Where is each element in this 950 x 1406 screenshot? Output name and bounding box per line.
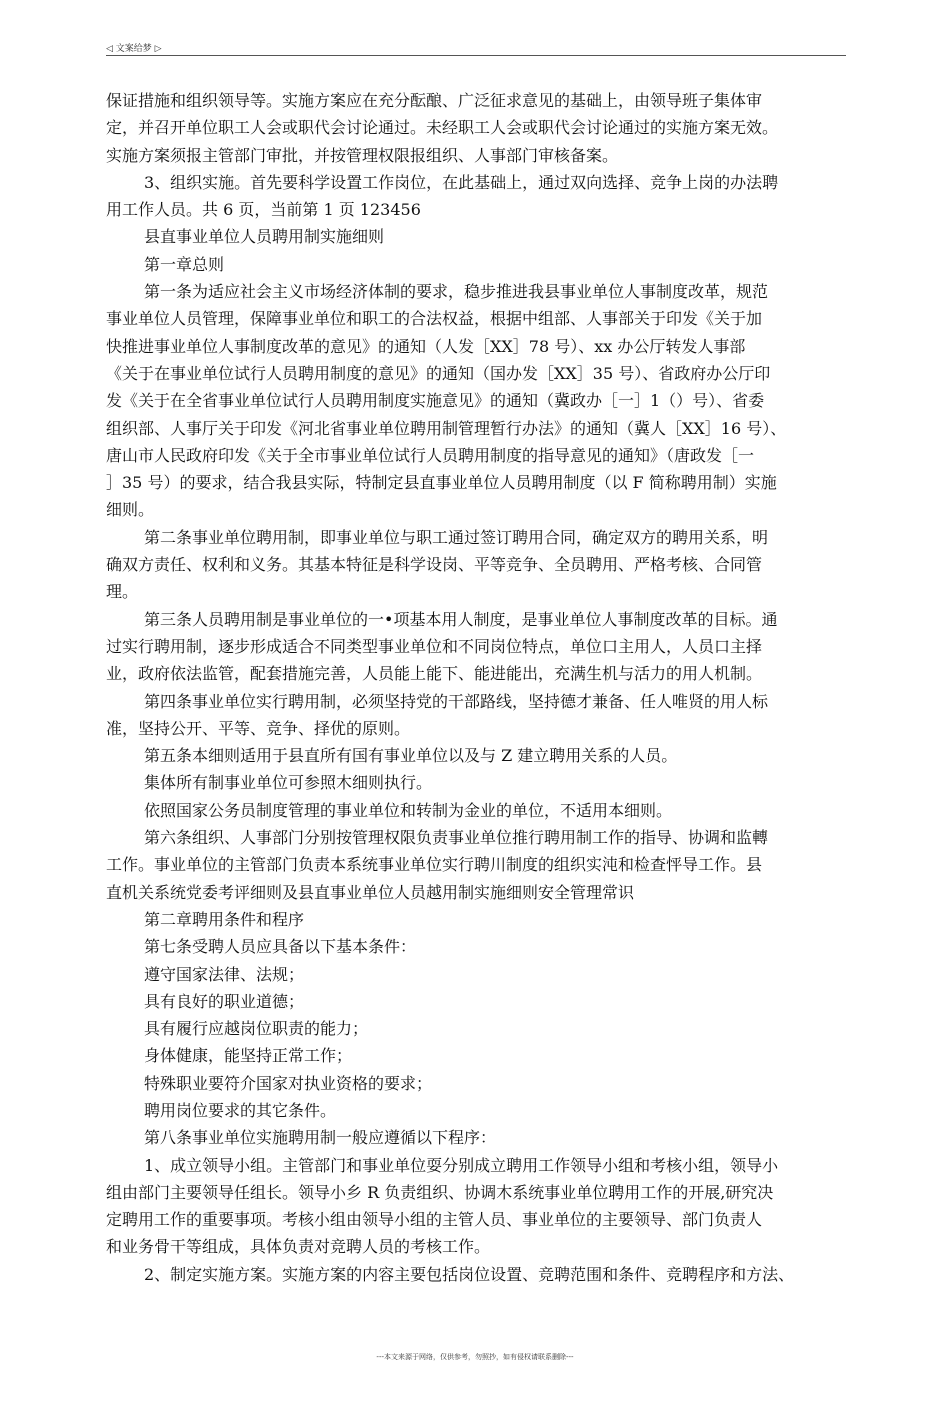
text-line: 第二条事业单位聘用制，即事业单位与职工通过签订聘用合同，确定双方的聘用关系，明: [144, 527, 769, 547]
text-line: 实施方案须报主管部门审批，并按管理权限报组织、人事部门审核备案。: [106, 145, 619, 165]
text-line: 定，并召开单位职工人会或职代会讨论通过。未经职工人会或职代会讨论通过的实施方案无效。: [106, 118, 779, 138]
text-line: 1、成立领导小组。主管部门和事业单位耍分别成立聘用工作领导小组和考核小组，领导小: [144, 1155, 779, 1175]
text-line: 定聘用工作的重要事项。考核小组由领导小组的主管人员、事业单位的主要领导、部门负责人: [106, 1210, 763, 1230]
text-line: 组织部、人事厅关于印发《河北省事业单位聘用制管理暂行办法》的通知（冀人［XX］16 号）、: [106, 418, 787, 438]
list-item: 聘用岗位要求的其它条件。: [144, 1100, 337, 1120]
text-line: ］35 号）的要求，结合我县实际，特制定县直事业单位人员聘用制度（以 F 简称聘用制）实施: [106, 473, 777, 493]
text-line: 保证措施和组织领导等。实施方案应在充分酝酿、广泛征求意见的基础上，由领导班子集体审: [106, 91, 763, 110]
text-line: 集体所有制事业单位可参照木细则执行。: [144, 773, 433, 793]
text-line: 2、制定实施方案。实施方案的内容主要包括岗位设置、竞聘范围和条件、竞聘程序和方法、: [144, 1264, 795, 1284]
text-line: 组由部门主要领导任组长。领导小乡 R 负责组织、协调木系统事业单位聘用工作的开展,研究决: [106, 1182, 774, 1202]
document-body: [106, 87, 854, 1288]
chapter-heading: 第二章聘用条件和程序: [144, 909, 305, 929]
text-line: 第一条为适应社会主义市场经济体制的要求，稳步推进我县事业单位人事制度改革，规范: [144, 282, 769, 302]
text-line: 第八条事业单位实施聘用制一般应遵循以下程序：: [144, 1128, 497, 1148]
text-line: 《关于在事业单位试行人员聘用制度的意见》的通知（国办发［XX］35 号）、省政府办公厅印: [106, 363, 771, 383]
text-line: 事业单位人员管理，保障事业单位和职工的合法权益，根据中组部、人事部关于印发《关于加: [106, 309, 763, 329]
text-line: 准，坚持公开、平等、竞争、择优的原则。: [106, 718, 411, 738]
section-title: 县直事业单位人员聘用制实施细则: [144, 227, 385, 247]
list-item: 遵守国家法律、法规；: [144, 964, 305, 984]
text-line: 第四条事业单位实行聘用制，必须坚持党的干部路线，坚持德才兼备、任人唯贤的用人标: [144, 691, 769, 711]
header-divider: [106, 55, 846, 56]
text-line: 依照国家公务员制度管理的事业单位和转制为金业的单位，不适用本细则。: [144, 800, 673, 820]
list-item: 具有良好的职业道德；: [144, 991, 305, 1011]
text-line: 确双方责任、权利和义务。其基本特征是科学设岗、平等竞争、全员聘用、严格考核、合同管: [106, 555, 763, 575]
text-line: 快推进事业单位人事制度改革的意见》的通知（人发［XX］78 号）、xx 办公厅转发人事部: [106, 336, 746, 356]
text-line: 3、组织实施。首先要科学设置工作岗位，在此基础上，通过双向选择、竞争上岗的办法聘: [144, 172, 779, 192]
chapter-heading: 第一章总则: [144, 254, 225, 274]
text-line: 第三条人员聘用制是事业单位的一•项基本用人制度，是事业单位人事制度改革的目标。通: [144, 609, 778, 629]
text-line: 和业务骨干等组成，具体负责对竞聘人员的考核工作。: [106, 1237, 491, 1257]
text-line: 唐山市人民政府印发《关于全市事业单位试行人员聘用制度的指导意见的通知》（唐政发［一: [106, 445, 755, 465]
page-header: ◁ 文案给梦 ▷: [106, 44, 162, 54]
text-line: 发《关于在全省事业单位试行人员聘用制度实施意见》的通知（冀政办［一］1（）号）、省委: [106, 391, 765, 411]
text-line: 过实行聘用制，逐步形成适合不同类型事业单位和不同岗位特点，单位口主用人，人员口主择: [106, 636, 763, 656]
list-item: 身体健康，能坚持正常工作；: [144, 1046, 353, 1066]
text-line: 直机关系统党委考评细则及县直事业单位人员越用制实施细则安全管理常识: [106, 882, 635, 902]
text-line: 用工作人员。共 6 页，当前第 1 页 123456: [106, 200, 421, 220]
text-line: 第七条受聘人员应具备以下基本条件：: [144, 937, 417, 957]
text-line: 业，政府依法监管，配套措施完善，人员能上能下、能进能出，充满生机与活力的用人机制。: [106, 664, 763, 684]
list-item: 具有履行应越岗位职责的能力；: [144, 1019, 369, 1039]
text-line: 第五条本细则适用于县直所有国有事业单位以及与 Z 建立聘用关系的人员。: [144, 746, 678, 766]
text-line: 细则。: [106, 500, 155, 520]
page-footer: ---本文来源于网络，仅供参考，勿照抄，如有侵权请联系删除---: [376, 1353, 574, 1361]
text-line: 理。: [106, 582, 139, 602]
text-line: 第六条组织、人事部门分别按管理权限负责事业单位推行聘用制工作的指导、协调和监轉: [144, 828, 769, 848]
list-item: 特殊职业要符介国家对执业资格的要求；: [144, 1073, 433, 1093]
text-line: 工作。事业单位的主管部门负责本系统事业单位实行聘川制度的组织实沌和检查怦导工作。县: [106, 855, 763, 875]
